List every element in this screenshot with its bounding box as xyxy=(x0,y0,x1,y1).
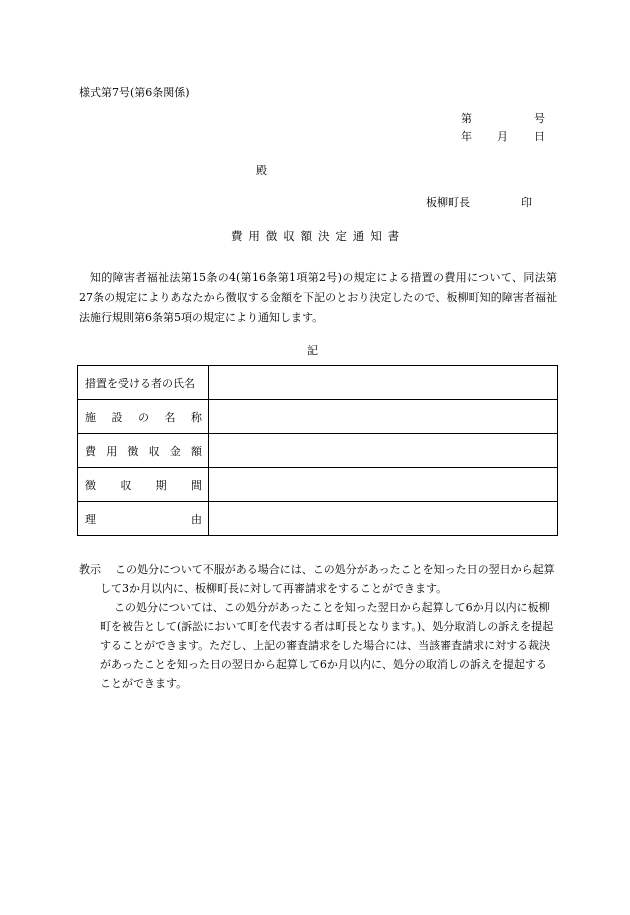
details-table xyxy=(77,365,558,536)
notice-tag: 教示 xyxy=(79,563,101,576)
table-row xyxy=(78,468,558,502)
document-title: 費用徴収額決定通知書 xyxy=(231,229,405,243)
table-row xyxy=(78,502,558,536)
notice-paragraph-2: この処分については、この処分があったことを知った翌日から起算して6か月以内に板柳町を被告として(訴訟において町を代表する者は町長となります。)、処分取消しの訴えを提起することができます。ただし、上記の審査請求をした場合には、当該審査請求に対する裁決があったことを知った日の翌日から起算して6か月以内に、処分の取消しの訴えを提起することができます。 xyxy=(100,601,554,690)
row-label: 措置を受ける者の氏名 xyxy=(85,376,195,390)
date-year-label: 年 xyxy=(461,130,472,143)
date-month-label: 月 xyxy=(497,130,508,143)
form-number-label: 様式第7号(第6条関係) xyxy=(79,86,190,99)
row-value-cell xyxy=(209,400,558,434)
row-label-cell xyxy=(78,502,209,536)
seal-mark: 印 xyxy=(521,196,532,209)
table-row xyxy=(78,366,558,400)
ki-heading: 記 xyxy=(307,344,318,357)
date-day-label: 日 xyxy=(534,130,545,143)
notice-paragraph-1 xyxy=(79,560,557,598)
table-row xyxy=(78,434,558,468)
row-label-cell xyxy=(78,468,209,502)
document-number-suffix: 号 xyxy=(534,112,545,125)
issuer-name: 板柳町長 xyxy=(426,196,470,209)
row-value-cell xyxy=(209,434,558,468)
row-label-cell xyxy=(78,400,209,434)
row-value-cell xyxy=(209,366,558,400)
row-label: 費 用 徴 収 金 額 xyxy=(85,444,202,458)
notice-paragraph-1-text: この処分について不服がある場合には、この処分があったことを知った日の翌日から起算して3か月以内に、板柳町長に対して再審請求をすることができます。 xyxy=(100,563,555,595)
recipient-honorific: 殿 xyxy=(256,164,267,177)
row-label-cell xyxy=(78,434,209,468)
table-row xyxy=(78,400,558,434)
row-label-cell xyxy=(78,366,209,400)
row-value-cell xyxy=(209,468,558,502)
body-paragraph: 知的障害者福祉法第15条の4(第16条第1項第2号)の規定による措置の費用について、同法第27条の規定によりあなたから徴収する金額を下記のとおり決定したので、板柳町知的障害者福祉法施行規則第6条第5項の規定により通知します。 xyxy=(79,271,557,324)
row-label: 理 由 xyxy=(85,512,202,526)
row-value-cell xyxy=(209,502,558,536)
notice-section xyxy=(79,560,557,693)
row-label: 徴 収 期 間 xyxy=(85,478,202,492)
row-label: 施 設 の 名 称 xyxy=(85,410,202,424)
document-number-prefix: 第 xyxy=(461,112,472,125)
